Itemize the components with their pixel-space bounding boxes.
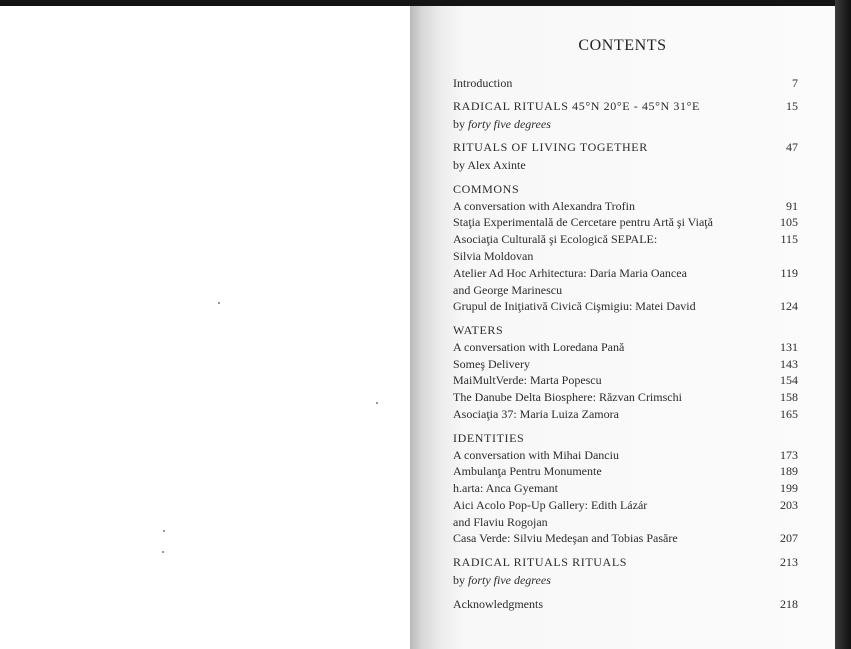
toc-entry-title: Ambulanţa Pentru Monumente — [453, 464, 602, 478]
toc-entry-byline — [453, 572, 798, 589]
toc-section-waters — [453, 322, 798, 339]
toc-entry-title: Introduction — [453, 76, 513, 90]
toc-entry-title: Grupul de Iniţiativă Civică Cişmigiu: Matei David — [453, 299, 696, 313]
toc-entry-introduction — [453, 75, 798, 92]
toc-entry-radical-rituals-rituals — [453, 554, 798, 571]
toc-entry-title: RADICAL RITUALS 45°N 20°E - 45°N 31°E — [453, 99, 700, 113]
toc-entry-radical-rituals — [453, 98, 798, 115]
toc-entry — [453, 214, 798, 231]
left-page-blank — [0, 6, 410, 649]
toc-entry-page: 119 — [780, 266, 798, 280]
toc-entry-page: 207 — [780, 531, 798, 545]
toc-entry-page: 105 — [780, 215, 798, 229]
scan-speck — [163, 530, 165, 532]
toc-entry-title: Atelier Ad Hoc Arhitectura: Daria Maria Oancea — [453, 266, 687, 280]
toc-section-identities — [453, 430, 798, 447]
toc-entry-title: and Flaviu Rogojan — [453, 515, 548, 529]
toc-entry — [453, 339, 798, 356]
toc-entry — [453, 198, 798, 215]
toc-entry-title: Casa Verde: Silviu Medeşan and Tobias Pasăre — [453, 531, 678, 545]
toc-entry-page: 143 — [780, 357, 798, 371]
toc-entry — [453, 265, 798, 282]
toc-entry-title: The Danube Delta Biosphere: Răzvan Crimschi — [453, 390, 682, 404]
toc-entry-title: Acknowledgments — [453, 597, 543, 611]
toc-entry-title: Someş Delivery — [453, 357, 530, 371]
toc-entry-title: A conversation with Loredana Pană — [453, 340, 625, 354]
toc-entry — [453, 447, 798, 464]
toc-entry-page: 165 — [780, 407, 798, 421]
toc-entry-title: Aici Acolo Pop-Up Gallery: Edith Lázár — [453, 498, 648, 512]
toc-entry-title: A conversation with Alexandra Trofin — [453, 199, 635, 213]
toc-entry-page: 131 — [780, 340, 798, 354]
toc-entry-rituals-of-living-together — [453, 139, 798, 156]
toc-entry-byline — [453, 116, 798, 133]
toc-entry-title: Asociaţia 37: Maria Luiza Zamora — [453, 407, 619, 421]
toc-section-title: COMMONS — [453, 182, 520, 196]
toc-entry-title: RITUALS OF LIVING TOGETHER — [453, 140, 648, 154]
scan-speck — [162, 551, 164, 553]
toc-entry — [453, 372, 798, 389]
toc-entry — [453, 231, 798, 248]
toc-entry-page: 47 — [786, 140, 798, 154]
toc-entry-page: 124 — [780, 299, 798, 313]
toc-entry-title: by Alex Axinte — [453, 158, 526, 172]
toc-entry — [453, 463, 798, 480]
toc-entry-page: 203 — [780, 498, 798, 512]
byline-author: forty five degrees — [468, 573, 551, 587]
toc-entry — [453, 406, 798, 423]
toc-entry-continued — [453, 248, 798, 265]
toc-section-title: WATERS — [453, 323, 504, 337]
toc-entry-title: Silvia Moldovan — [453, 249, 534, 263]
contents-page — [410, 6, 835, 649]
toc-entry-page: 199 — [780, 481, 798, 495]
toc-entry-continued — [453, 514, 798, 531]
toc-entry-page: 173 — [780, 448, 798, 462]
toc-entry-title: MaiMultVerde: Marta Popescu — [453, 373, 602, 387]
toc-entry — [453, 530, 798, 547]
toc-entry-title: and George Marinescu — [453, 283, 563, 297]
toc-entry-title: h.arta: Anca Gyemant — [453, 481, 558, 495]
toc-entry — [453, 497, 798, 514]
scan-speck — [218, 302, 220, 304]
byline-author: forty five degrees — [468, 117, 551, 131]
byline-by: by — [453, 117, 465, 131]
toc-entry-page: 213 — [780, 555, 798, 569]
toc-entry-page: 15 — [786, 99, 798, 113]
toc-entry-acknowledgments — [453, 596, 798, 613]
toc-entry-page: 91 — [786, 199, 798, 213]
toc-entry-page: 189 — [780, 464, 798, 478]
toc-entry-page: 154 — [780, 373, 798, 387]
toc-section-commons — [453, 181, 798, 198]
toc-entry — [453, 298, 798, 315]
toc-entry-page: 218 — [780, 597, 798, 611]
toc-entry-title: A conversation with Mihai Danciu — [453, 448, 619, 462]
scan-right-border — [835, 0, 851, 649]
toc-entry-title: RADICAL RITUALS RITUALS — [453, 555, 628, 569]
toc-entry — [453, 389, 798, 406]
toc-entry — [453, 356, 798, 373]
byline-by: by — [453, 573, 465, 587]
toc-entry-page: 158 — [780, 390, 798, 404]
contents-title: CONTENTS — [578, 37, 667, 54]
toc-entry — [453, 480, 798, 497]
toc-entry-page: 7 — [792, 76, 798, 90]
scan-speck — [376, 402, 378, 404]
toc-entry-page: 115 — [780, 232, 798, 246]
toc-entry-continued — [453, 282, 798, 299]
toc-entry-byline — [453, 157, 798, 174]
toc-entry-title: Staţia Experimentală de Cercetare pentru Artă şi Viaţă — [453, 215, 713, 229]
toc-entry-title: Asociaţia Culturală şi Ecologică SEPALE: — [453, 232, 658, 246]
toc-section-title: IDENTITIES — [453, 431, 525, 445]
